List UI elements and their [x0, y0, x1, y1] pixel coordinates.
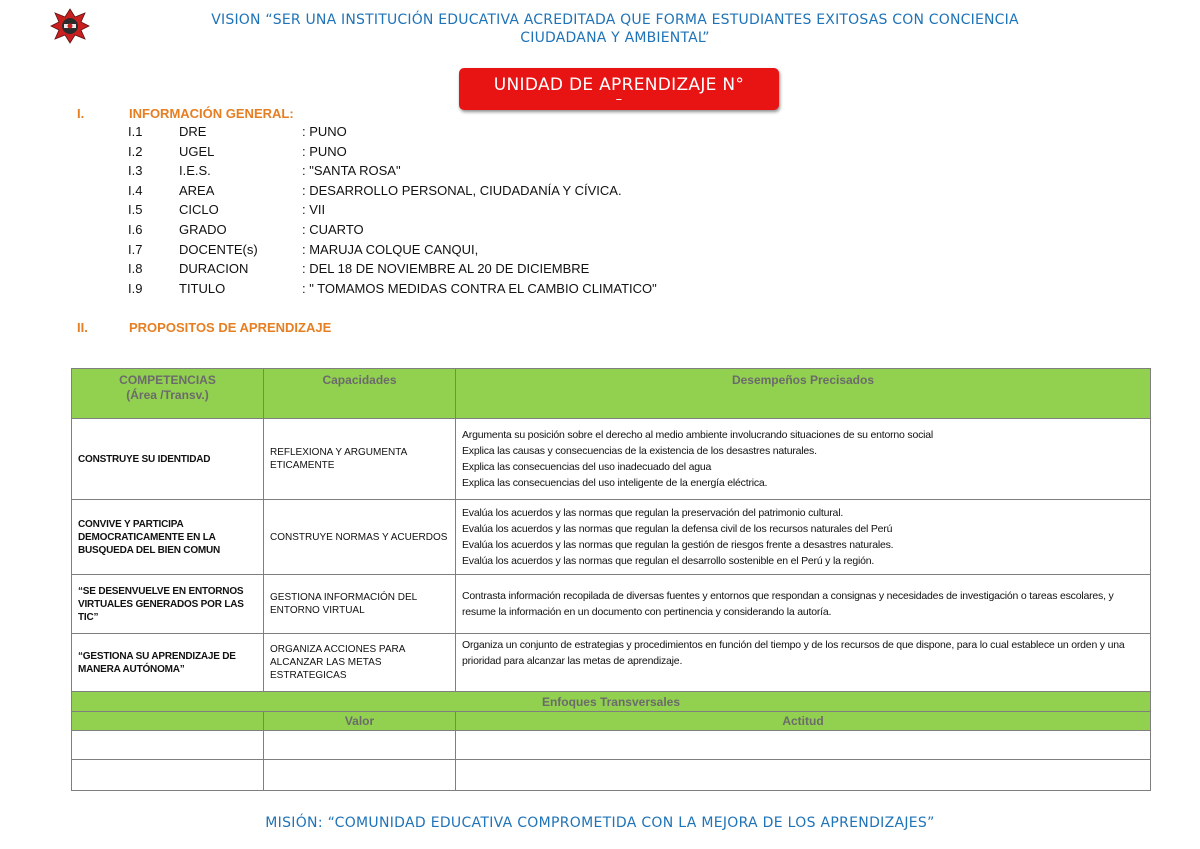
- unit-title-dash: –: [615, 92, 623, 107]
- info-value: : DESARROLLO PERSONAL, CIUDADANÍA Y CÍVICA.: [302, 182, 622, 198]
- school-crest-icon: [50, 8, 90, 44]
- competencia-cell: CONVIVE Y PARTICIPA DEMOCRATICAMENTE EN LA BUSQUEDA DEL BIEN COMUN: [72, 500, 264, 575]
- desempeno-line: Argumenta su posición sobre el derecho al medio ambiente involucrando situaciones de su entorno social: [462, 429, 934, 441]
- desempenos-cell: [456, 634, 1151, 692]
- info-value: : PUNO: [302, 124, 347, 139]
- info-code: I.1: [128, 124, 143, 139]
- vision-statement: [110, 11, 1120, 47]
- empty-cell: [456, 731, 1151, 760]
- capacidad-cell: CONSTRUYE NORMAS Y ACUERDOS: [264, 500, 456, 575]
- empty-cell: [456, 760, 1151, 791]
- table-row: [72, 634, 1151, 692]
- info-label: DRE: [179, 124, 207, 139]
- info-value: : "SANTA ROSA": [302, 163, 401, 179]
- header-competencias-line2: (Área /Transv.): [126, 388, 209, 402]
- section-1-number: I.: [77, 106, 85, 121]
- info-value: : CUARTO: [302, 221, 364, 237]
- section-2-title: PROPOSITOS DE APRENDIZAJE: [129, 320, 332, 335]
- desempeno-line: Evalúa los acuerdos y las normas que regulan el desarrollo sostenible en el Perú y la región.: [462, 555, 875, 567]
- info-label: I.E.S.: [179, 163, 211, 179]
- section-2-number: II.: [77, 320, 88, 335]
- capacidad-cell: ORGANIZA ACCIONES PARA ALCANZAR LAS METAS ESTRATEGICAS: [264, 634, 456, 692]
- desempenos-cell: [456, 419, 1151, 500]
- info-code: I.8: [128, 261, 143, 277]
- header-capacidades: Capacidades: [264, 369, 456, 419]
- table-header-row: [72, 369, 1151, 419]
- enfoques-blank-header: [72, 712, 264, 731]
- info-code: I.4: [128, 182, 143, 198]
- header-competencias-line1: COMPETENCIAS: [119, 373, 216, 387]
- info-label: TITULO: [179, 280, 226, 296]
- info-code: I.3: [128, 163, 143, 179]
- desempenos-cell: [456, 575, 1151, 634]
- learning-purposes-table: [71, 368, 1151, 791]
- competencia-cell: “GESTIONA SU APRENDIZAJE DE MANERA AUTÓNOMA”: [72, 634, 264, 692]
- unit-title-text: UNIDAD DE APRENDIZAJE N°: [493, 75, 745, 95]
- info-code: I.7: [128, 241, 143, 257]
- enfoques-header-row: [72, 712, 1151, 731]
- desempeno-line: Explica las consecuencias del uso inadecuado del agua: [462, 461, 712, 473]
- desempeno-line: Organiza un conjunto de estrategias y procedimientos en función del tiempo y de los recursos de que dispone, para lo cual establece un orden y una prioridad para alcanzar las metas de aprendizaje.: [462, 639, 1125, 667]
- info-value: : MARUJA COLQUE CANQUI,: [302, 241, 479, 257]
- info-value: : " TOMAMOS MEDIDAS CONTRA EL CAMBIO CLIMATICO": [302, 280, 657, 296]
- empty-cell: [264, 731, 456, 760]
- desempeno-line: Explica las causas y consecuencias de la existencia de los desastres naturales.: [462, 445, 817, 457]
- info-code: I.5: [128, 202, 143, 218]
- enfoques-empty-row: [72, 731, 1151, 760]
- competencia-cell: “SE DESENVUELVE EN ENTORNOS VIRTUALES GENERADOS POR LAS TIC”: [72, 575, 264, 634]
- header-desempenos: Desempeños Precisados: [456, 369, 1151, 419]
- section-1-title: INFORMACIÓN GENERAL:: [129, 106, 294, 121]
- info-value: : DEL 18 DE NOVIEMBRE AL 20 DE DICIEMBRE: [302, 261, 590, 277]
- capacidad-cell: REFLEXIONA Y ARGUMENTA ETICAMENTE: [264, 419, 456, 500]
- enfoques-title-row: [72, 692, 1151, 712]
- desempeno-line: Explica las consecuencias del uso inteligente de la energía eléctrica.: [462, 477, 768, 489]
- info-label: DOCENTE(s): [179, 241, 258, 257]
- enfoques-valor-header: Valor: [264, 712, 456, 731]
- table-row: [72, 419, 1151, 500]
- enfoques-title: Enfoques Transversales: [72, 692, 1151, 712]
- info-label: UGEL: [179, 143, 215, 159]
- vision-line-2: CIUDADANA Y AMBIENTAL”: [520, 30, 710, 46]
- competencia-cell: CONSTRUYE SU IDENTIDAD: [72, 419, 264, 500]
- desempeno-line: Evalúa los acuerdos y las normas que regulan la preservación del patrimonio cultural.: [462, 507, 844, 519]
- table-row: [72, 500, 1151, 575]
- empty-cell: [72, 760, 264, 791]
- info-label: DURACION: [179, 261, 249, 277]
- empty-cell: [72, 731, 264, 760]
- unit-title-banner: [459, 68, 779, 110]
- info-label: CICLO: [179, 202, 219, 218]
- desempeno-line: Evalúa los acuerdos y las normas que regulan la defensa civil de los recursos naturales del Perú: [462, 523, 893, 535]
- info-code: I.9: [128, 280, 143, 296]
- desempeno-line: Contrasta información recopilada de diversas fuentes y entornos que respondan a consignas y necesidades de investigación o tareas escolares, y resume la información en un documento con pertinencia y considerando la autoría.: [462, 590, 1114, 618]
- capacidad-cell: GESTIONA INFORMACIÓN DEL ENTORNO VIRTUAL: [264, 575, 456, 634]
- info-label: GRADO: [179, 221, 227, 237]
- info-value: : PUNO: [302, 143, 347, 159]
- desempeno-line: Evalúa los acuerdos y las normas que regulan la gestión de riesgos frente a desastres naturales.: [462, 539, 894, 551]
- vision-line-1: VISION “SER UNA INSTITUCIÓN EDUCATIVA ACREDITADA QUE FORMA ESTUDIANTES EXITOSAS CON CONCIENCIA: [211, 12, 1019, 28]
- info-value: : VII: [302, 202, 326, 218]
- empty-cell: [264, 760, 456, 791]
- info-label: AREA: [179, 182, 215, 198]
- info-code: I.6: [128, 221, 143, 237]
- info-code: I.2: [128, 143, 143, 159]
- enfoques-empty-row: [72, 760, 1151, 791]
- mission-statement: MISIÓN: “COMUNIDAD EDUCATIVA COMPROMETIDA CON LA MEJORA DE LOS APRENDIZAJES”: [265, 815, 935, 831]
- table-row: [72, 575, 1151, 634]
- header-competencias: [72, 369, 264, 419]
- enfoques-actitud-header: Actitud: [456, 712, 1151, 731]
- desempenos-cell: [456, 500, 1151, 575]
